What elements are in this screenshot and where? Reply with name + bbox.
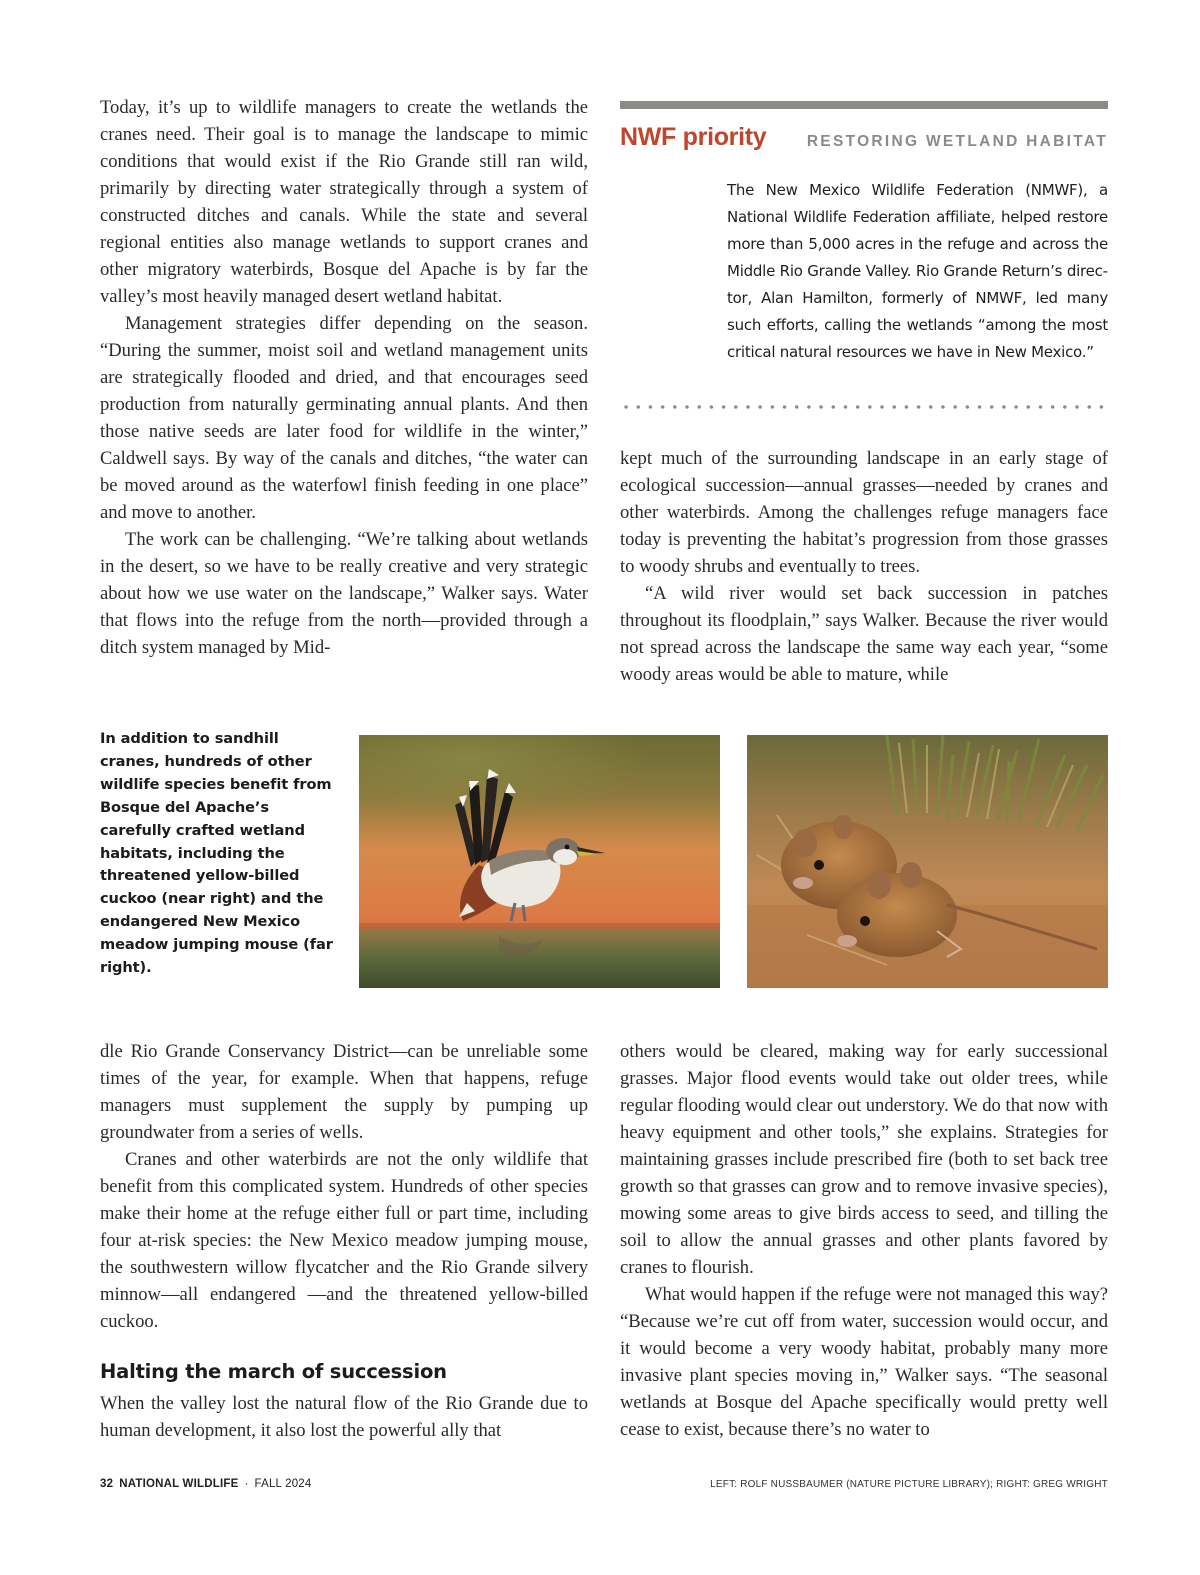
sidebar-top-rule [620, 101, 1108, 109]
article-paragraph: others would be cleared, making way for early successional grasses. Major flood events would take out older trees, while regular flooding would clear out understory. We do that now with heavy equipment and other tools,” she explains. Strategies for maintaining grasses include prescribed fire (both to set back tree growth so that grasses can grow and to remove invasive species), mowing some areas to give birds access to seed, and tilling the soil to allow the annual grasses and other plants favored by cranes to flourish. [620, 1041, 1108, 1278]
article-paragraph: Cranes and other waterbirds are not the only wildlife that benefit from this complicated system. Hundreds of other species make their home at the refuge either full or part time, including four at-risk species: the New Mexico meadow jumping mouse, the southwestern willow flycatcher and the Rio Grande silvery minnow—all endangered —and the threatened yellow-billed cuckoo. [100, 1149, 588, 1332]
article-paragraph: The work can be challenging. “We’re talking about wetlands in the desert, so we have to be really creative and very strategic about how we use water on the landscape,” Walker says. Water that flows into the refuge from the north—provided through a ditch system managed by Mid- [100, 529, 588, 658]
sidebar-subtitle: RESTORING WETLAND HABITAT [806, 133, 1108, 150]
sidebar-header [620, 109, 1108, 153]
article-column-top-left [100, 94, 588, 661]
issue-date: FALL 2024 [254, 1478, 312, 1490]
photo-caption: In addition to sandhill cranes, hundreds of other wildlife species benefit from Bosque del Apache’s carefully crafted wetland habitats, including the threatened yellow-billed cuckoo (near right) and the endangered New Mexico meadow jumping mouse (far right). [100, 730, 333, 977]
dotted-divider [620, 404, 1108, 410]
article-column-section-body [100, 1390, 588, 1444]
article-column-bottom-left [100, 1038, 588, 1335]
article-paragraph: kept much of the surrounding landscape in an early stage of ecological succession—annual grasses—needed by cranes and other waterbirds. Among the challenges refuge managers face today is preventing the habitat’s progression from those grasses to woody shrubs and eventually to trees. [620, 448, 1108, 577]
page-number: 32 [100, 1478, 114, 1490]
sidebar-title: NWF priority [620, 123, 767, 151]
article-paragraph: Management strategies differ depending on the season. “During the summer, moist soil and wetland management units are strategically flooded and dried, and that encourages seed production from naturally germinating annual plants. And then those native seeds are later food for wildlife in the winter,” Caldwell says. By way of the canals and ditches, “the water can be moved around as the waterfowl finish feeding in one place” and move to another. [100, 313, 588, 523]
footer-separator: · [244, 1478, 249, 1490]
article-column-top-right [620, 445, 1108, 688]
article-paragraph: Today, it’s up to wildlife managers to create the wetlands the cranes need. Their goal is to manage the landscape to mimic conditions that would exist if the Rio Grande still ran wild, primarily by directing water strategically through a system of constructed ditches and canals. While the state and several regional entities also manage wetlands to support cranes and other migratory waterbirds, Bosque del Apache is by far the valley’s most heavily managed desert wetland habitat. [100, 97, 588, 307]
photo-credits: LEFT: ROLF NUSSBAUMER (NATURE PICTURE LIBRARY); RIGHT: GREG WRIGHT [710, 1479, 1108, 1490]
article-paragraph: “A wild river would set back succession in patches throughout its floodplain,” says Walker. Because the river would not spread across the landscape the same way each year, “some woody areas would be able to mature, while [620, 583, 1108, 685]
sidebar-body: The New Mexico Wildlife Federation (NMWF), a National Wildlife Federation affiliate, helped restore more than 5,000 acres in the refuge and across the Middle Rio Grande Valley. Rio Grande Return’s director, Alan Hamilton, formerly of NMWF, led many such efforts, calling the wetlands “among the most critical natural resources we have in New Mexico.” [727, 181, 1108, 361]
article-paragraph: dle Rio Grande Conservancy District—can be unreliable some times of the year, for example. When that happens, refuge managers must supplement the supply by pumping up groundwater from a series of wells. [100, 1041, 588, 1143]
section-heading: Halting the march of succession [100, 1360, 447, 1383]
article-paragraph: When the valley lost the natural flow of the Rio Grande due to human development, it also lost the powerful ally that [100, 1393, 588, 1441]
meadow-jumping-mouse-photo [747, 735, 1108, 988]
article-column-bottom-right [620, 1038, 1108, 1443]
page-footer [100, 1478, 312, 1490]
article-paragraph: What would happen if the refuge were not managed this way? “Because we’re cut off from water, succession would occur, and it would become a very woody habitat, probably many more invasive plant species moving in,” Walker says. “The seasonal wetlands at Bosque del Apache specifically would pretty well cease to exist, because there’s no water to [620, 1284, 1108, 1440]
magazine-name: NATIONAL WILDLIFE [119, 1478, 239, 1490]
nwf-priority-sidebar [620, 101, 1108, 361]
yellow-billed-cuckoo-photo [359, 735, 720, 988]
